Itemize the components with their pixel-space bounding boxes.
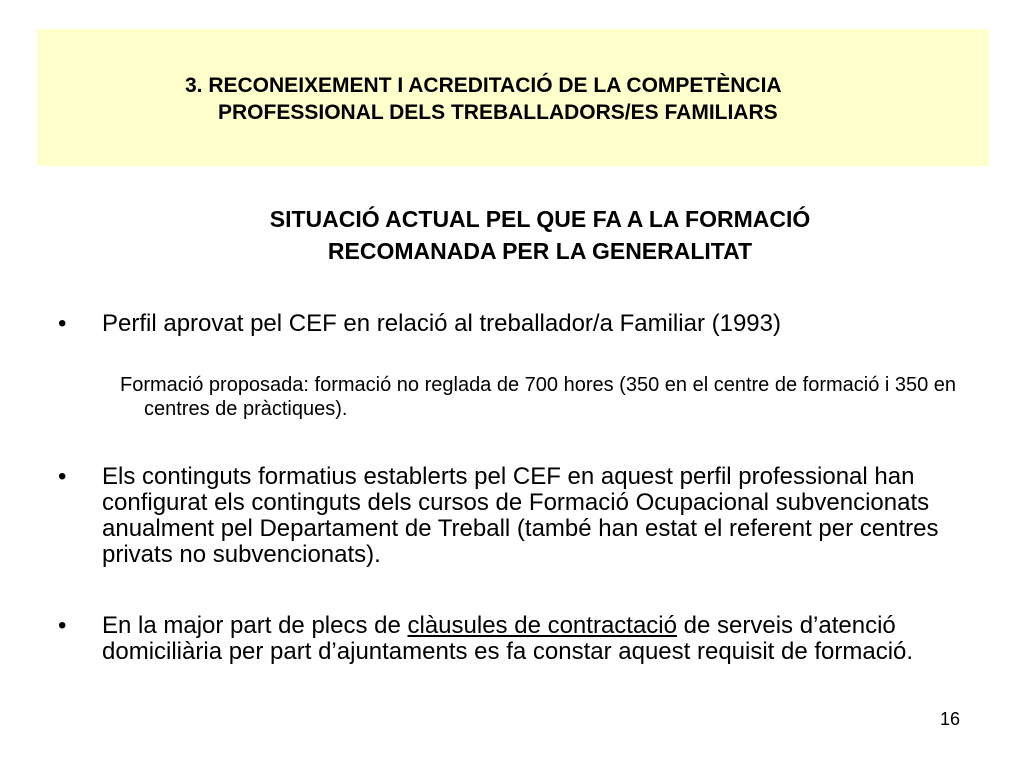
subtitle-line-2: RECOMANADA PER LA GENERALITAT (327, 238, 753, 264)
subtitle-line-1: SITUACIÓ ACTUAL PEL QUE FA A LA FORMACIÓ (269, 206, 811, 232)
bullet-3-after: de serveis d’atenció domiciliària per part d’ajuntaments es fa constar aquest requisit de formació. (102, 612, 914, 665)
title-line-1: 3. RECONEIXEMENT I ACREDITACIÓ DE LA COMPETÈNCIA (185, 74, 782, 97)
bullet-text-1: Perfil aprovat pel CEF en relació al treballador/a Familiar (1993) (102, 310, 781, 337)
title-line-2: PROFESSIONAL DELS TREBALLADORS/ES FAMILIARS (218, 101, 778, 124)
title-box (37, 29, 989, 166)
bullet-marker-3: • (58, 612, 67, 639)
bullet-text-2: Els continguts formatius establerts pel CEF en aquest perfil professional han configurat els continguts dels cursos de Formació Ocupacional subvencionats anualment pel Departament de Treball (també han estat el referent per centres privats no subvencionats). (102, 463, 939, 568)
page-number: 16 (940, 709, 961, 729)
bullet-3-before: En la major part de plecs de (102, 612, 408, 639)
bullet-marker-1: • (58, 310, 67, 337)
bullet-marker-2: • (58, 463, 67, 490)
bullet-text-3 (102, 613, 942, 665)
sub-point-text: Formació proposada: formació no reglada de 700 hores (350 en el centre de formació i 350 en centres de pràctiques). (120, 374, 957, 420)
subtitle (110, 203, 970, 267)
contract-clauses-text: clàusules de contractació (407, 612, 677, 639)
